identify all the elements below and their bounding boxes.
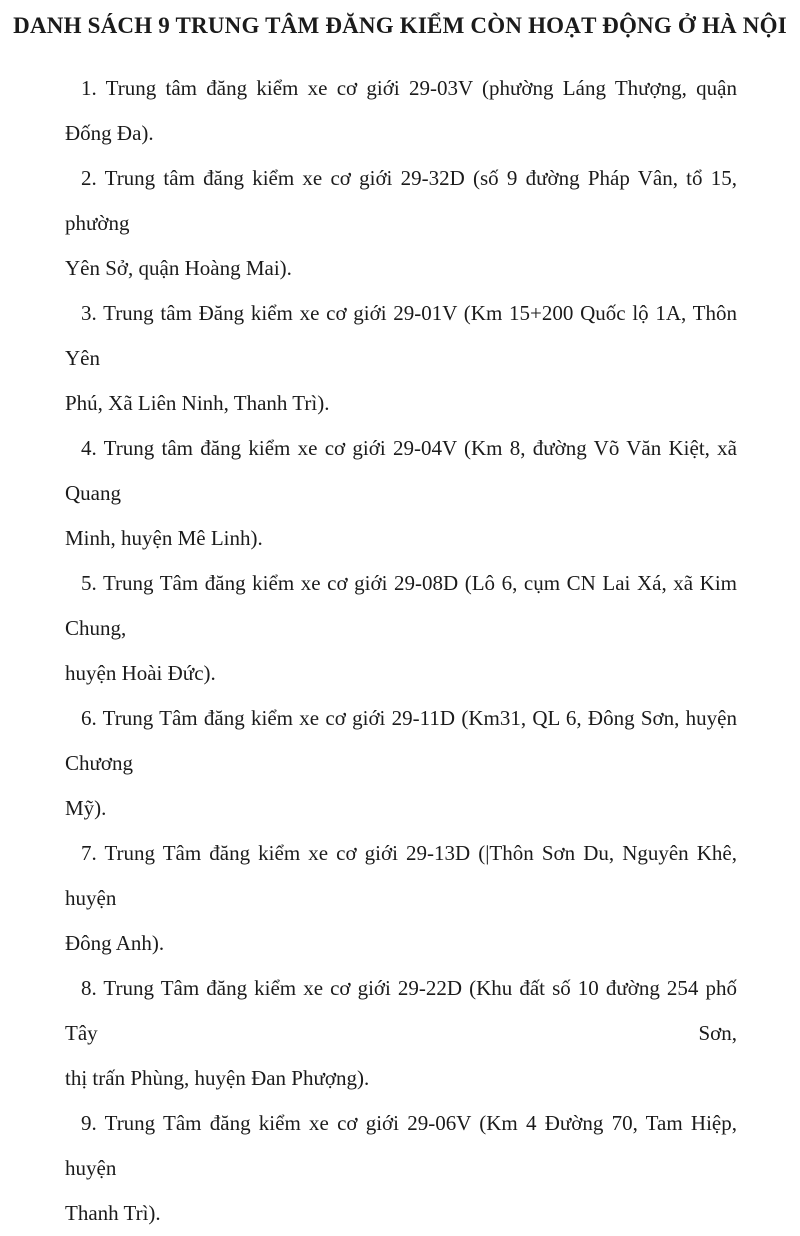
page-title: DANH SÁCH 9 TRUNG TÂM ĐĂNG KIỂM CÒN HOẠT ĐỘNG Ở HÀ NỘI bbox=[13, 13, 787, 38]
list-item-line: 7. Trung Tâm đăng kiểm xe cơ giới 29-13D (|Thôn Sơn Du, Nguyên Khê, huyện bbox=[65, 841, 737, 910]
list-item-line: Thanh Trì). bbox=[65, 1201, 161, 1225]
list-item-line: Minh, huyện Mê Linh). bbox=[65, 526, 263, 550]
list-item-3 bbox=[65, 291, 737, 426]
list-item-5 bbox=[65, 561, 737, 696]
list-item-line: 3. Trung tâm Đăng kiểm xe cơ giới 29-01V (Km 15+200 Quốc lộ 1A, Thôn Yên bbox=[65, 301, 737, 370]
list-item-line: Đông Anh). bbox=[65, 931, 165, 955]
list-item-line: Mỹ). bbox=[65, 796, 107, 820]
list-item-line: 1. Trung tâm đăng kiểm xe cơ giới 29-03V (phường Láng Thượng, quận Đống Đa). bbox=[65, 76, 737, 145]
list-item-8 bbox=[65, 966, 737, 1101]
list-item-line: Yên Sở, quận Hoàng Mai). bbox=[65, 256, 292, 280]
list-item-line: Phú, Xã Liên Ninh, Thanh Trì). bbox=[65, 391, 330, 415]
list-item-line: 9. Trung Tâm đăng kiểm xe cơ giới 29-06V (Km 4 Đường 70, Tam Hiệp, huyện bbox=[65, 1111, 737, 1180]
list-item-9 bbox=[65, 1101, 737, 1236]
list-item-line: 2. Trung tâm đăng kiểm xe cơ giới 29-32D (số 9 đường Pháp Vân, tổ 15, phường bbox=[65, 166, 737, 235]
list-item-7 bbox=[65, 831, 737, 966]
list-item-line: thị trấn Phùng, huyện Đan Phượng). bbox=[65, 1066, 370, 1090]
list-item-line: 4. Trung tâm đăng kiểm xe cơ giới 29-04V (Km 8, đường Võ Văn Kiệt, xã Quang bbox=[65, 436, 737, 505]
list-item-line: huyện Hoài Đức). bbox=[65, 661, 216, 685]
list-item-line: 6. Trung Tâm đăng kiểm xe cơ giới 29-11D (Km31, QL 6, Đông Sơn, huyện Chương bbox=[65, 706, 737, 775]
list-item-2 bbox=[65, 156, 737, 291]
list-item-1 bbox=[65, 66, 737, 156]
list-item-4 bbox=[65, 426, 737, 561]
list-item-line: 5. Trung Tâm đăng kiểm xe cơ giới 29-08D (Lô 6, cụm CN Lai Xá, xã Kim Chung, bbox=[65, 571, 737, 640]
list-item-line: 8. Trung Tâm đăng kiểm xe cơ giới 29-22D (Khu đất số 10 đường 254 phố Tây Sơn, bbox=[65, 976, 737, 1045]
inspection-center-list bbox=[0, 66, 800, 1236]
list-item-6 bbox=[65, 696, 737, 831]
